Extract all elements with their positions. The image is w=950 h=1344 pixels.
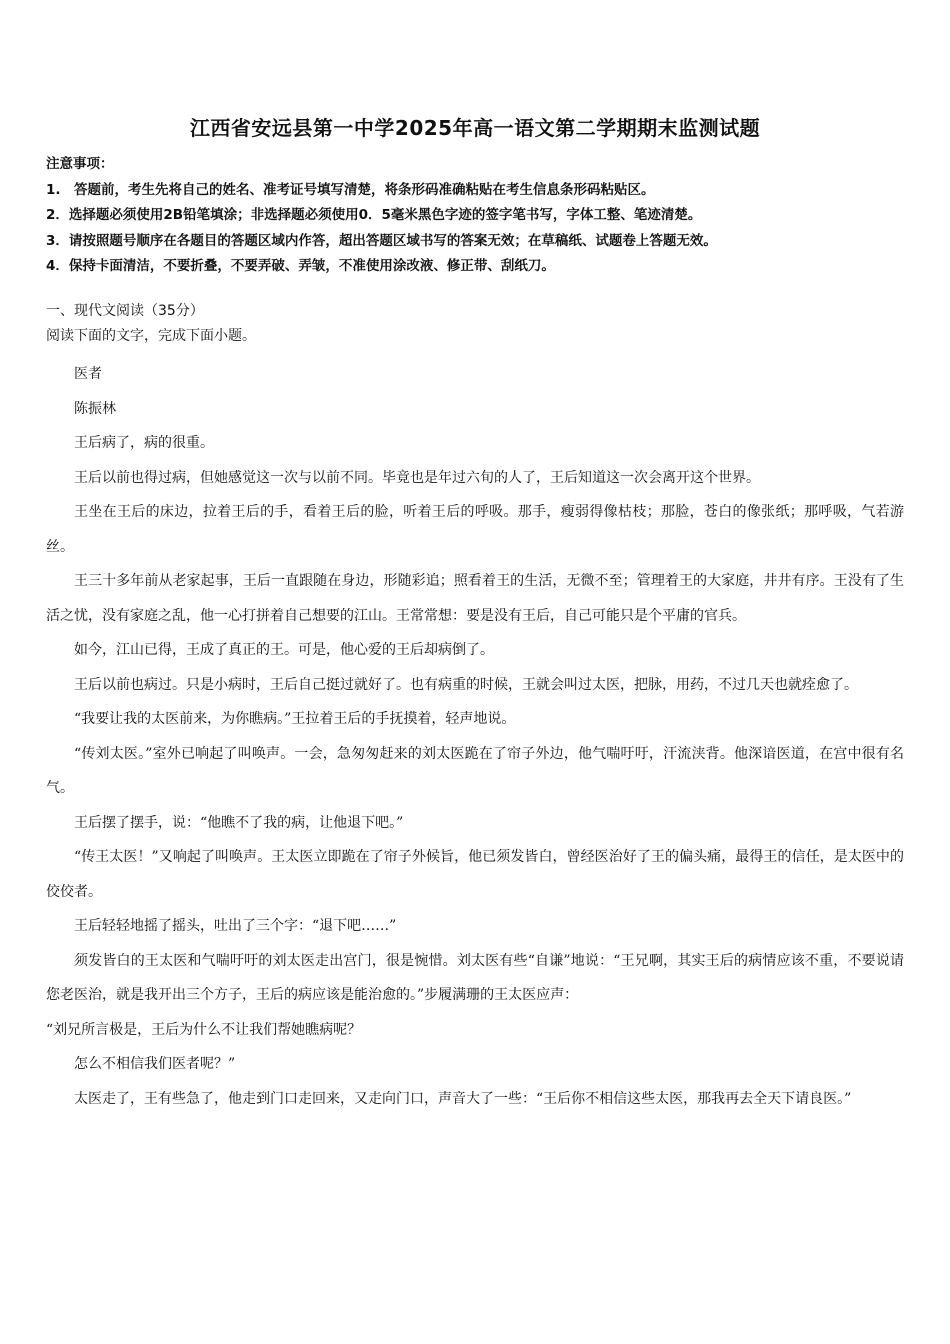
section-heading: 一、现代文阅读（35分） [46, 303, 204, 319]
story-quote-line: “刘兄所言极是，王后为什么不让我们帮她瞧病呢？ [46, 1021, 362, 1038]
document-title: 江西省安远县第一中学2025年高一语文第二学期期末监测试题 [189, 116, 761, 140]
notice-block [46, 152, 906, 280]
story-paragraph: 如今，江山已得，王成了真正的王。可是，他心爱的王后却病倒了。 [74, 642, 494, 658]
story-paragraph: 王坐在王后的床边，拉着王后的手，看着王后的脸，听着王后的呼吸。那手，瘦弱得像枯枝；那脸，苍白的像张纸；那呼吸，气若游丝。 [46, 504, 904, 555]
story-quote-continuation: 怎么不相信我们医者呢？” [74, 1056, 236, 1072]
story-paragraph: 王后以前也得过病，但她感觉这一次与以前不同。毕竟也是年过六旬的人了，王后知道这一次会离开这个世界。 [74, 469, 760, 486]
notice-item: 3．请按照题号顺序在各题目的答题区域内作答，超出答题区域书写的答案无效；在草稿纸、试题卷上答题无效。 [46, 232, 717, 249]
notice-item: 1. 答题前，考生先将自己的姓名、准考证号填写清楚，将条形码准确粘贴在考生信息条形码粘贴区。 [46, 181, 655, 198]
story-paragraph: 王后病了，病的很重。 [74, 435, 214, 451]
story-paragraph: 太医走了，王有些急了，他走到门口走回来，又走向门口，声音大了一些：“王后你不相信这些太医，那我再去全天下请良医。” [74, 1090, 852, 1107]
story-author: 陈振林 [74, 400, 116, 417]
story-paragraph: 王三十多年前从老家起事，王后一直跟随在身边，形随彩追；照看着王的生活，无微不至；管理着王的大家庭，井井有序。王没有了生活之忧，没有家庭之乱，他一心打拼着自己想要的江山。王常常想：要是没有王后，自己可能只是个平庸的官兵。 [46, 573, 904, 624]
story-paragraph: 王后轻轻地摇了摇头，吐出了三个字：“退下吧……” [74, 918, 397, 934]
story-paragraph: “我要让我的太医前来，为你瞧病。”王拉着王后的手抚摸着，轻声地说。 [74, 711, 516, 727]
story-text [46, 357, 904, 1116]
story-paragraph: “传刘太医。”室外已响起了叫唤声。一会，急匆匆赶来的刘太医跪在了帘子外边，他气喘吁吁，汗流浃背。他深谙医道，在宫中很有名气。 [46, 745, 904, 796]
notice-item: 2．选择题必须使用2B铅笔填涂；非选择题必须使用0．5毫米黑色字迹的签字笔书写，字体工整、笔迹清楚。 [46, 207, 702, 223]
story-paragraph: 须发皆白的王太医和气喘吁吁的刘太医走出宫门，很是惋惜。刘太医有些“自谦”地说：“王兄啊，其实王后的病情应该不重，不要说请您老医治，就是我开出三个方子，王后的病应该是能治愈的。”步履满珊的王太医应声： [46, 952, 904, 1003]
story-paragraph: 王后以前也病过。只是小病时，王后自己挺过就好了。也有病重的时候，王就会叫过太医，把脉，用药，不过几天也就痊愈了。 [74, 676, 858, 693]
story-paragraph: “传王太医！”又响起了叫唤声。王太医立即跪在了帘子外候旨，他已须发皆白，曾经医治好了王的偏头痛，最得王的信任，是太医中的佼佼者。 [46, 849, 904, 900]
story-paragraph: 王后摆了摆手，说：“他瞧不了我的病，让他退下吧。” [74, 814, 404, 831]
notice-heading: 注意事项： [46, 156, 114, 172]
story-title: 医者 [74, 366, 102, 382]
notice-item: 4．保持卡面清洁，不要折叠，不要弄破、弄皱，不准使用涂改液、修正带、刮纸刀。 [46, 258, 555, 274]
section-instruction: 阅读下面的文字，完成下面小题。 [46, 328, 256, 344]
